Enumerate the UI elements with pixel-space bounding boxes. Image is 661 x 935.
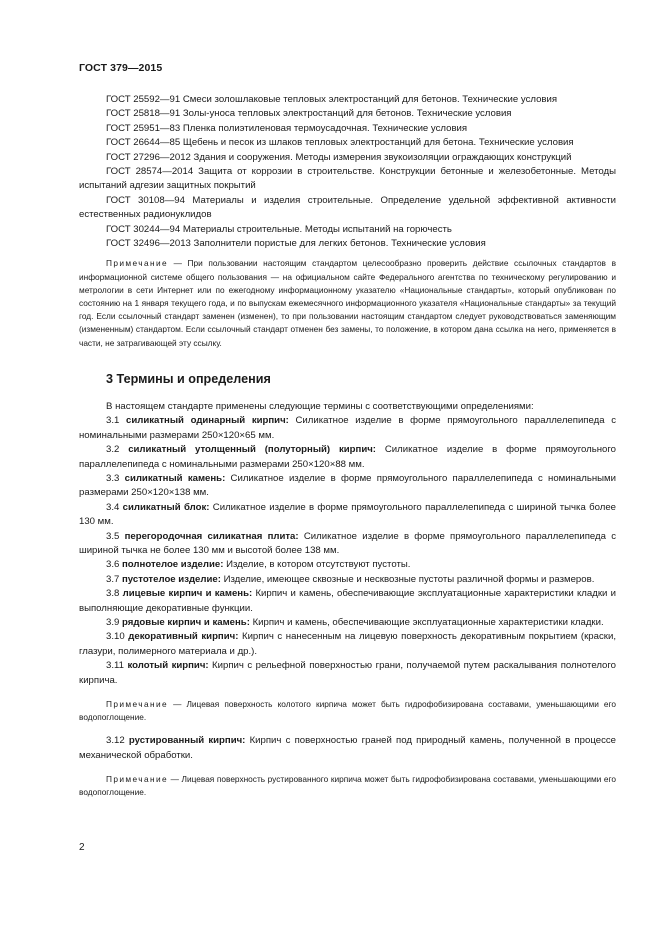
term-item: 3.4 силикатный блок: Силикатное изделие в форме прямоугольного параллелепипеда с шириной тычка более 130 мм. — [79, 501, 616, 528]
term-name: силикатный камень: — [124, 472, 226, 484]
term-item: 3.12 рустированный кирпич: Кирпич с поверхностью граней под природный камень, полученной в процессе механической обработки. — [79, 735, 617, 761]
term-definition: Силикатное изделие в форме прямоугольного параллелепипеда с шириной тычка не более 130 мм и высотой более 138 мм. — [79, 530, 617, 556]
term-item: 3.2 силикатный утолщенный (полуторный) кирпич: Силикатное изделие в форме прямоугольного параллелепипеда с номинальными размерами 250×120×88 мм. — [79, 444, 616, 470]
reference-item: ГОСТ 28574—2014 Защита от коррозии в строительстве. Конструкции бетонные и железобетонные. Методы испытаний адгезии защитных покрытий — [79, 166, 616, 192]
reference-item: ГОСТ 27296—2012 Здания и сооружения. Методы измерения звукоизоляции ограждающих конструкций — [106, 151, 572, 163]
note-text: — При пользовании настоящим стандартом целесообразно проверить действие ссылочных стандартов в информационной системе общего пользования — на официальном сайте Федерального агентства по техническому регулированию и метрологии в сети Интернет или по ежегодному информационному указателю «Национальные стандарты», который опубликован по состоянию на 1 января текущего года, и по выпускам ежемесячного информационного указателя «Национальные стандарты» за текущий год. Если ссылочный стандарт заменен (изменен), то при пользовании настоящим стандартом следует руководствоваться заменяющим (измененным) стандартом. Если ссылочный стандарт отменен без замены, то положение, в котором дана ссылка на него, применяется в части, не затрагивающей эту ссылку. — [79, 258, 616, 348]
term-name: силикатный утолщенный (полуторный) кирпич: — [128, 444, 376, 456]
reference-item: ГОСТ 25951—83 Пленка полиэтиленовая термоусадочная. Технические условия — [106, 122, 468, 134]
term-item: 3.1 силикатный одинарный кирпич: Силикатное изделие в форме прямоугольного параллелепипеда с номинальными размерами 250×120×65 мм. — [79, 415, 616, 441]
term-name: лицевые кирпич и камень: — [122, 588, 253, 600]
term-item: 3.6 полнотелое изделие: Изделие, в котором отсутствуют пустоты. — [106, 559, 411, 571]
references-list — [79, 93, 616, 251]
term-name: полнотелое изделие: — [122, 559, 224, 571]
note-label: Примечание — [106, 258, 169, 269]
reference-item: ГОСТ 25818—91 Золы-уноса тепловых электростанций для бетонов. Технические условия — [106, 108, 512, 120]
term-definition: Силикатное изделие в форме прямоугольного параллелепипеда с номинальными размерами 250×120×88 мм. — [79, 444, 616, 470]
term-item: 3.9 рядовые кирпич и камень: Кирпич и камень, обеспечивающие эксплуатационные характеристики кладки. — [106, 616, 604, 628]
note-label: Примечание — [106, 699, 169, 710]
term-item: 3.11 колотый кирпич: Кирпич с рельефной поверхностью грани, получаемой путем раскалывания полнотелого кирпича. — [79, 660, 616, 686]
term-name: перегородочная силикатная плита: — [124, 530, 299, 542]
reference-item: ГОСТ 30108—94 Материалы и изделия строительные. Определение удельной эффективной активности естественных радионуклидов — [79, 194, 616, 221]
term-definition: Силикатное изделие в форме прямоугольного параллелепипеда с номинальными размерами 250×120×65 мм. — [79, 415, 616, 441]
term-item: 3.3 силикатный камень: Силикатное изделие в форме прямоугольного параллелепипеда с номинальными размерами 250×120×138 мм. — [79, 472, 616, 499]
term-definition: Изделие, в котором отсутствуют пустоты. — [223, 559, 411, 571]
term-definition: Кирпич с рельефной поверхностью грани, получаемой путем раскалывания полнотелого кирпича. — [79, 660, 616, 686]
reference-item: ГОСТ 26644—85 Щебень и песок из шлаков тепловых электростанций для бетона. Технические условия — [106, 137, 574, 149]
term-name: пустотелое изделие: — [122, 573, 221, 585]
reference-item: ГОСТ 32496—2013 Заполнители пористые для легких бетонов. Технические условия — [106, 238, 486, 250]
note-term-3-11 — [79, 698, 616, 724]
term-name: декоративный кирпич: — [128, 631, 239, 643]
term-definition: Кирпич с поверхностью граней под природный камень, полученной в процессе механической обработки. — [79, 735, 617, 761]
term-item: 3.7 пустотелое изделие: Изделие, имеющее сквозные и несквозные пустоты различной формы и размеров. — [106, 573, 595, 585]
note-text: — Лицевая поверхность колотого кирпича может быть гидрофобизирована составами, уменьшающими его водопоглощение. — [79, 699, 616, 723]
term-definition: Кирпич и камень, обеспечивающие эксплуатационные характеристики кладки. — [249, 616, 604, 628]
term-definition: Изделие, имеющее сквозные и несквозные пустоты различной формы и размеров. — [220, 573, 595, 585]
term-definition: Кирпич и камень, обеспечивающие эксплуатационные характеристики кладки и выполняющие декоративные функции. — [79, 588, 617, 614]
terms-list — [79, 414, 616, 688]
note-references — [79, 257, 616, 349]
term-definition: Силикатное изделие в форме прямоугольного параллелепипеда с номинальными размерами 250×120×138 мм. — [79, 472, 616, 499]
section-intro: В настоящем стандарте применены следующие термины с соответствующими определениями: — [106, 400, 534, 412]
section-title: 3 Термины и определения — [106, 371, 271, 386]
term-name: силикатный блок: — [122, 501, 210, 513]
document-body — [79, 93, 616, 800]
term-name: силикатный одинарный кирпич: — [126, 415, 289, 427]
term-name: колотый кирпич: — [127, 660, 209, 672]
term-item: 3.10 декоративный кирпич: Кирпич с нанесенным на лицевую поверхность декоративным покрытием (краски, глазури, полимерного материала и др.). — [79, 631, 617, 657]
term-name: рустированный кирпич: — [128, 735, 246, 747]
reference-item: ГОСТ 25592—91 Смеси золошлаковые тепловых электростанций для бетонов. Технические условия — [106, 94, 558, 105]
term-name: рядовые кирпич и камень: — [122, 616, 250, 628]
term-definition: Силикатное изделие в форме прямоугольного параллелепипеда с шириной тычка более 130 мм. — [79, 501, 616, 528]
term-definition: Кирпич с нанесенным на лицевую поверхность декоративным покрытием (краски, глазури, полимерного материала и др.). — [79, 631, 617, 657]
document-header-title: ГОСТ 379—2015 — [79, 62, 163, 74]
note-term-3-12 — [79, 773, 616, 799]
note-text: — Лицевая поверхность рустированного кирпича может быть гидрофобизирована составами, уменьшающими его водопоглощение. — [79, 774, 616, 798]
note-label: Примечание — [106, 774, 169, 785]
reference-item: ГОСТ 30244—94 Материалы строительные. Методы испытаний на горючесть — [106, 223, 452, 235]
term-item: 3.8 лицевые кирпич и камень: Кирпич и камень, обеспечивающие эксплуатационные характеристики кладки и выполняющие декоративные функции. — [79, 588, 617, 614]
term-item: 3.5 перегородочная силикатная плита: Силикатное изделие в форме прямоугольного параллелепипеда с шириной тычка не более 130 мм и высотой более 138 мм. — [79, 530, 617, 556]
page-number: 2 — [79, 842, 85, 853]
